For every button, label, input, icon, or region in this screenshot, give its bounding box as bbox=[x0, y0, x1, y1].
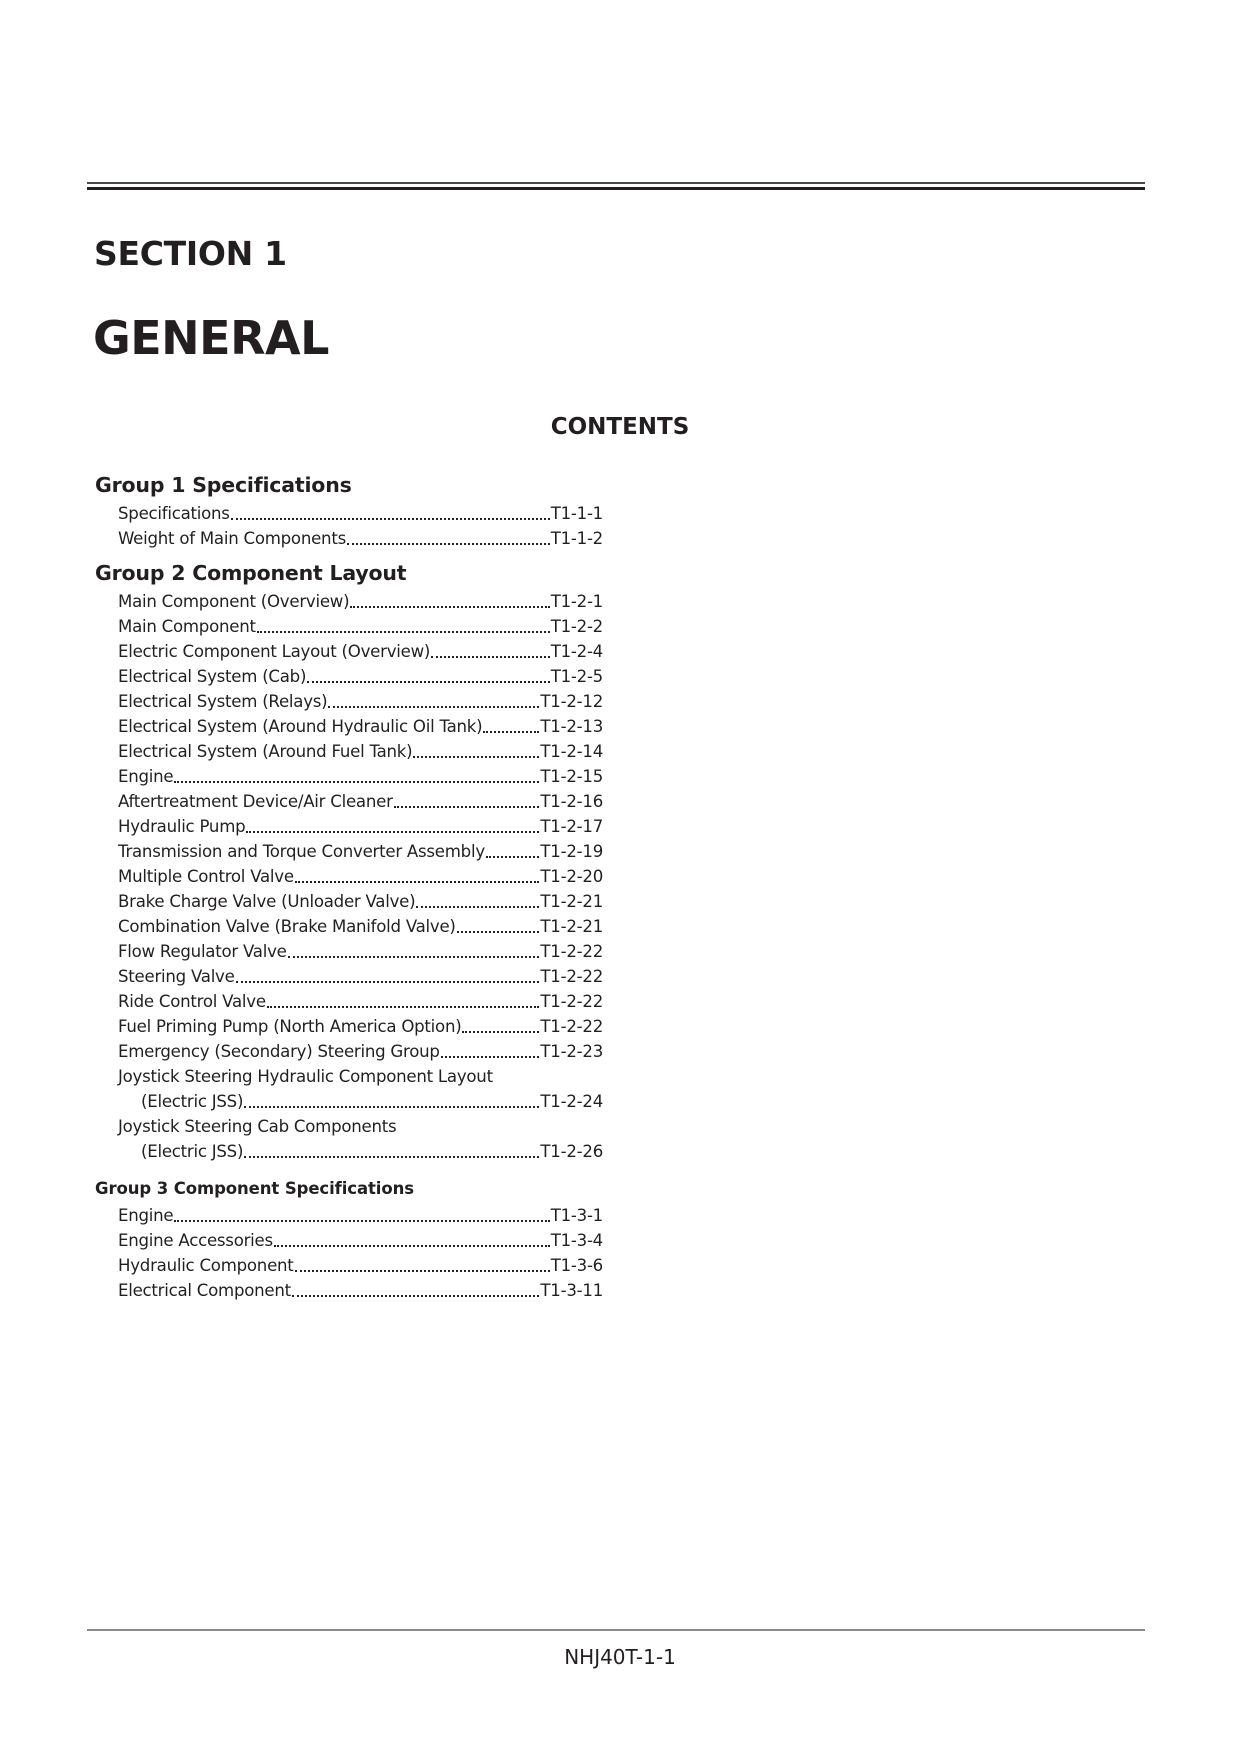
toc-entry-page: T1-2-5 bbox=[550, 667, 603, 686]
toc-entry[interactable] bbox=[118, 1114, 603, 1139]
toc-entry-label: Electric Component Layout (Overview) bbox=[118, 642, 431, 661]
toc-entry-label: Hydraulic Component bbox=[118, 1256, 294, 1275]
toc-entry-page: T1-2-22 bbox=[540, 967, 603, 986]
toc-entry-label: Specifications bbox=[118, 504, 230, 523]
dot-leader bbox=[257, 631, 550, 633]
toc-entry-label: Joystick Steering Hydraulic Component Layout bbox=[118, 1067, 493, 1086]
toc-entry-label: Main Component (Overview) bbox=[118, 592, 350, 611]
toc-entry[interactable] bbox=[118, 889, 603, 914]
toc-entry[interactable] bbox=[118, 764, 603, 789]
toc-entry-label: Joystick Steering Cab Components bbox=[118, 1117, 397, 1136]
toc-entry-label: Weight of Main Components bbox=[118, 529, 346, 548]
toc-entry-page: T1-3-11 bbox=[540, 1281, 603, 1300]
contents-title: CONTENTS bbox=[550, 414, 690, 440]
dot-leader bbox=[231, 518, 550, 520]
toc-entry[interactable] bbox=[118, 1014, 603, 1039]
toc-entry[interactable] bbox=[118, 939, 603, 964]
toc-entry-label: Electrical System (Around Hydraulic Oil Tank) bbox=[118, 717, 483, 736]
toc-entry[interactable] bbox=[118, 664, 603, 689]
toc-entry[interactable] bbox=[118, 914, 603, 939]
dot-leader bbox=[457, 931, 540, 933]
toc-entry[interactable] bbox=[118, 714, 603, 739]
section-title: GENERAL bbox=[93, 311, 329, 365]
dot-leader bbox=[441, 1056, 540, 1058]
dot-leader bbox=[246, 831, 539, 833]
section-label: SECTION 1 bbox=[94, 234, 287, 273]
toc-entry-page: T1-2-15 bbox=[540, 767, 603, 786]
toc-entry[interactable] bbox=[118, 501, 603, 526]
toc-entry[interactable] bbox=[118, 589, 603, 614]
dot-leader bbox=[462, 1031, 539, 1033]
toc-entry-page: T1-2-26 bbox=[540, 1142, 603, 1161]
dot-leader bbox=[431, 656, 550, 658]
dot-leader bbox=[295, 881, 540, 883]
toc-entry-label-continuation: (Electric JSS) bbox=[141, 1092, 244, 1111]
toc-entry-label: Electrical System (Relays) bbox=[118, 692, 328, 711]
toc-entry-label: Hydraulic Pump bbox=[118, 817, 246, 836]
dot-leader bbox=[483, 731, 539, 733]
dot-leader bbox=[236, 981, 540, 983]
dot-leader bbox=[295, 1270, 550, 1272]
toc-entry-page: T1-2-13 bbox=[540, 717, 603, 736]
group-heading: Group 3 Component Specifications bbox=[95, 1179, 414, 1198]
toc-entry[interactable] bbox=[118, 614, 603, 639]
toc-entry-page: T1-2-23 bbox=[540, 1042, 603, 1061]
toc-entry-label: Electrical Component bbox=[118, 1281, 291, 1300]
toc-entry-page: T1-2-21 bbox=[540, 917, 603, 936]
toc-entry-label: Engine Accessories bbox=[118, 1231, 273, 1250]
toc-entry-page: T1-2-2 bbox=[550, 617, 603, 636]
dot-leader bbox=[307, 681, 550, 683]
toc-entry-page: T1-2-16 bbox=[540, 792, 603, 811]
toc-entry-page: T1-2-22 bbox=[540, 1017, 603, 1036]
toc-entry-page: T1-2-14 bbox=[540, 742, 603, 761]
dot-leader bbox=[274, 1245, 550, 1247]
dot-leader bbox=[267, 1006, 540, 1008]
footer-page-code: NHJ40T-1-1 bbox=[564, 1645, 676, 1669]
toc-entry-page: T1-2-17 bbox=[540, 817, 603, 836]
toc-entry-label: Combination Valve (Brake Manifold Valve) bbox=[118, 917, 456, 936]
toc-entry-page: T1-2-19 bbox=[540, 842, 603, 861]
dot-leader bbox=[174, 781, 539, 783]
toc-entry-label: Main Component bbox=[118, 617, 256, 636]
toc-entry-page: T1-3-6 bbox=[550, 1256, 603, 1275]
header-rule-thick bbox=[87, 187, 1145, 190]
dot-leader bbox=[350, 606, 549, 608]
toc-entry[interactable] bbox=[118, 789, 603, 814]
toc-entry[interactable] bbox=[118, 1064, 603, 1089]
toc-entry-page: T1-2-1 bbox=[550, 592, 603, 611]
dot-leader bbox=[292, 1295, 540, 1297]
toc-entry-label: Engine bbox=[118, 767, 174, 786]
dot-leader bbox=[394, 806, 540, 808]
toc-entry-page: T1-2-12 bbox=[540, 692, 603, 711]
toc-entry-page: T1-2-20 bbox=[540, 867, 603, 886]
dot-leader bbox=[174, 1220, 549, 1222]
toc-entry[interactable] bbox=[118, 1228, 603, 1253]
toc-entry[interactable] bbox=[118, 1203, 603, 1228]
toc-entry[interactable] bbox=[118, 1253, 603, 1278]
group-heading: Group 1 Specifications bbox=[95, 473, 352, 497]
toc-entry-label: Engine bbox=[118, 1206, 174, 1225]
toc-entry-label: Emergency (Secondary) Steering Group bbox=[118, 1042, 440, 1061]
dot-leader bbox=[328, 706, 539, 708]
toc-entry[interactable] bbox=[118, 814, 603, 839]
toc-entry[interactable] bbox=[118, 1039, 603, 1064]
dot-leader bbox=[347, 543, 550, 545]
toc-entry-label-continuation: (Electric JSS) bbox=[141, 1142, 244, 1161]
dot-leader bbox=[416, 906, 539, 908]
toc-entry-page: T1-3-4 bbox=[550, 1231, 603, 1250]
toc-entry-label: Aftertreatment Device/Air Cleaner bbox=[118, 792, 393, 811]
footer-rule bbox=[87, 1629, 1145, 1631]
dot-leader bbox=[413, 756, 539, 758]
toc-entry-page: T1-1-2 bbox=[550, 529, 603, 548]
toc-entry-label: Fuel Priming Pump (North America Option) bbox=[118, 1017, 462, 1036]
toc-entry-page: T1-3-1 bbox=[550, 1206, 603, 1225]
toc-entry[interactable] bbox=[118, 989, 603, 1014]
toc-entry-label: Flow Regulator Valve bbox=[118, 942, 287, 961]
toc-entry[interactable] bbox=[118, 526, 603, 551]
toc-entry-page: T1-2-4 bbox=[550, 642, 603, 661]
toc-entry-label: Transmission and Torque Converter Assembly bbox=[118, 842, 485, 861]
dot-leader bbox=[288, 956, 540, 958]
dot-leader bbox=[486, 856, 540, 858]
toc-entry-page: T1-2-21 bbox=[540, 892, 603, 911]
toc-entry-label: Electrical System (Around Fuel Tank) bbox=[118, 742, 413, 761]
toc-entry[interactable] bbox=[118, 839, 603, 864]
toc-entry[interactable] bbox=[118, 639, 603, 664]
toc-entry-label: Ride Control Valve bbox=[118, 992, 266, 1011]
toc-entry-page: T1-2-24 bbox=[540, 1092, 603, 1111]
group-heading: Group 2 Component Layout bbox=[95, 561, 407, 585]
toc-entry-label: Brake Charge Valve (Unloader Valve) bbox=[118, 892, 416, 911]
header-rule-thin bbox=[87, 182, 1145, 184]
toc-entry[interactable] bbox=[118, 964, 603, 989]
toc-entry[interactable] bbox=[118, 864, 603, 889]
toc-entry[interactable] bbox=[118, 739, 603, 764]
toc-entry-continuation[interactable] bbox=[141, 1089, 603, 1114]
toc-entry[interactable] bbox=[118, 689, 603, 714]
toc-entry-label: Steering Valve bbox=[118, 967, 235, 986]
toc-entry-label: Electrical System (Cab) bbox=[118, 667, 307, 686]
dot-leader bbox=[244, 1106, 539, 1108]
toc-entry-continuation[interactable] bbox=[141, 1139, 603, 1164]
toc-entry[interactable] bbox=[118, 1278, 603, 1303]
toc-entry-page: T1-2-22 bbox=[540, 992, 603, 1011]
dot-leader bbox=[244, 1156, 539, 1158]
toc-entry-page: T1-1-1 bbox=[550, 504, 603, 523]
toc-entry-page: T1-2-22 bbox=[540, 942, 603, 961]
toc-entry-label: Multiple Control Valve bbox=[118, 867, 294, 886]
